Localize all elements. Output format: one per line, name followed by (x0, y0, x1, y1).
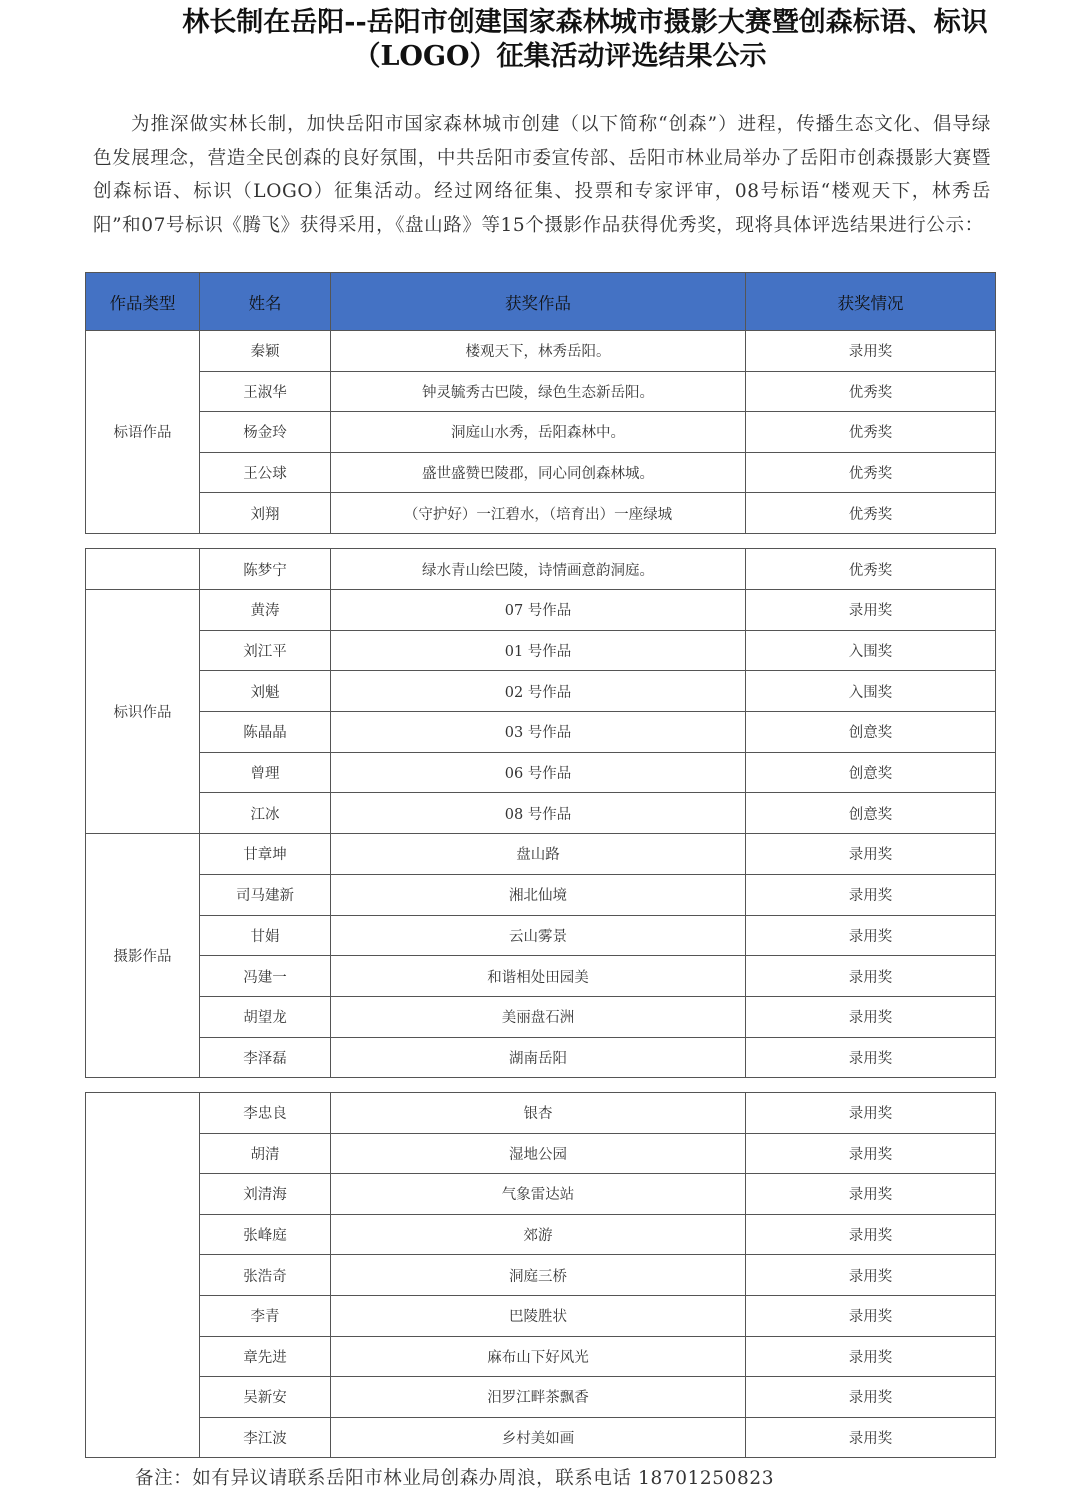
table-row (86, 371, 996, 412)
winner-name: 秦颖 (200, 331, 331, 372)
table-row (86, 834, 996, 875)
table-row (86, 1093, 996, 1134)
winning-work: 楼观天下，林秀岳阳。 (331, 331, 746, 372)
page-title-line1: 林长制在岳阳--岳阳市创建国家森林城市摄影大赛暨创森标语、标识 (182, 7, 988, 38)
winner-name: 甘娟 (200, 915, 331, 956)
winner-name: 李江波 (200, 1417, 331, 1458)
winner-name: 陈晶晶 (200, 712, 331, 753)
award-level: 优秀奖 (746, 371, 996, 412)
award-level: 录用奖 (746, 1295, 996, 1336)
table-row (86, 1295, 996, 1336)
winner-name: 李泽磊 (200, 1037, 331, 1078)
winning-work: 02 号作品 (331, 671, 746, 712)
winning-work: 06 号作品 (331, 752, 746, 793)
table-row (86, 590, 996, 631)
award-level: 创意奖 (746, 712, 996, 753)
table-row (86, 915, 996, 956)
winning-work: （守护好）一江碧水，（培育出）一座绿城 (331, 493, 746, 534)
winner-name: 李青 (200, 1295, 331, 1336)
award-level: 录用奖 (746, 331, 996, 372)
table-row (86, 452, 996, 493)
table-row (86, 874, 996, 915)
results-table-photos-continued (85, 1092, 996, 1458)
winning-work: 气象雷达站 (331, 1174, 746, 1215)
table-row (86, 712, 996, 753)
winning-work: 洞庭三桥 (331, 1255, 746, 1296)
winner-name: 刘魁 (200, 671, 331, 712)
winner-name: 张浩奇 (200, 1255, 331, 1296)
winner-name: 刘江平 (200, 630, 331, 671)
award-level: 录用奖 (746, 834, 996, 875)
table-row (86, 493, 996, 534)
winning-work: 盛世盛赞巴陵郡，同心同创森林城。 (331, 452, 746, 493)
table-row (86, 996, 996, 1037)
award-level: 录用奖 (746, 1093, 996, 1134)
award-level: 录用奖 (746, 956, 996, 997)
winner-name: 胡望龙 (200, 996, 331, 1037)
award-level: 入围奖 (746, 671, 996, 712)
winner-name: 王淑华 (200, 371, 331, 412)
award-level: 录用奖 (746, 1214, 996, 1255)
winning-work: 美丽盘石洲 (331, 996, 746, 1037)
winner-name: 吴新安 (200, 1377, 331, 1418)
winning-work: 08 号作品 (331, 793, 746, 834)
winning-work: 03 号作品 (331, 712, 746, 753)
table-row (86, 671, 996, 712)
table-row (86, 956, 996, 997)
winning-work: 湘北仙境 (331, 874, 746, 915)
category-cell-empty (86, 1093, 200, 1458)
table-row (86, 1377, 996, 1418)
award-level: 入围奖 (746, 630, 996, 671)
page-title-line2: （LOGO）征集活动评选结果公示 (353, 41, 767, 72)
winning-work: 洞庭山水秀，岳阳森林中。 (331, 412, 746, 453)
winning-work: 巴陵胜状 (331, 1295, 746, 1336)
table-row (86, 1255, 996, 1296)
award-level: 录用奖 (746, 1174, 996, 1215)
table-row (86, 331, 996, 372)
winner-name: 司马建新 (200, 874, 331, 915)
winning-work: 湖南岳阳 (331, 1037, 746, 1078)
award-level: 优秀奖 (746, 493, 996, 534)
award-level: 录用奖 (746, 915, 996, 956)
award-level: 录用奖 (746, 1377, 996, 1418)
table-row (86, 1417, 996, 1458)
winner-name: 胡清 (200, 1133, 331, 1174)
award-level: 录用奖 (746, 1255, 996, 1296)
table-row (86, 1336, 996, 1377)
header-work: 获奖作品 (331, 273, 746, 331)
category-slogans: 标语作品 (86, 331, 200, 534)
results-table-slogans (85, 272, 996, 534)
table-row (86, 793, 996, 834)
winner-name: 李忠良 (200, 1093, 331, 1134)
winner-name: 张峰庭 (200, 1214, 331, 1255)
table-header-row (86, 273, 996, 331)
category-photos: 摄影作品 (86, 834, 200, 1078)
award-level: 录用奖 (746, 1417, 996, 1458)
award-level: 优秀奖 (746, 549, 996, 590)
winning-work: 07 号作品 (331, 590, 746, 631)
winning-work: 云山雾景 (331, 915, 746, 956)
award-level: 录用奖 (746, 1037, 996, 1078)
winner-name: 王公球 (200, 452, 331, 493)
winner-name: 刘翔 (200, 493, 331, 534)
winner-name: 刘清海 (200, 1174, 331, 1215)
winner-name: 杨金玲 (200, 412, 331, 453)
award-level: 录用奖 (746, 996, 996, 1037)
winning-work: 01 号作品 (331, 630, 746, 671)
header-category: 作品类型 (86, 273, 200, 331)
award-level: 录用奖 (746, 590, 996, 631)
award-level: 优秀奖 (746, 452, 996, 493)
award-level: 录用奖 (746, 1336, 996, 1377)
table-row (86, 752, 996, 793)
winner-name: 江冰 (200, 793, 331, 834)
table-row (86, 549, 996, 590)
winner-name: 曾理 (200, 752, 331, 793)
table-row (86, 1037, 996, 1078)
winning-work: 银杏 (331, 1093, 746, 1134)
winning-work: 乡村美如画 (331, 1417, 746, 1458)
table-row (86, 1174, 996, 1215)
table-row (86, 412, 996, 453)
award-level: 创意奖 (746, 752, 996, 793)
table-row (86, 630, 996, 671)
category-logos: 标识作品 (86, 590, 200, 834)
contact-note: 备注：如有异议请联系岳阳市林业局创森办周浪，联系电话 18701250823 (135, 1468, 775, 1489)
winner-name: 甘章坤 (200, 834, 331, 875)
winning-work: 钟灵毓秀古巴陵，绿色生态新岳阳。 (331, 371, 746, 412)
header-award: 获奖情况 (746, 273, 996, 331)
winning-work: 湿地公园 (331, 1133, 746, 1174)
winning-work: 和谐相处田园美 (331, 956, 746, 997)
award-level: 录用奖 (746, 874, 996, 915)
award-level: 优秀奖 (746, 412, 996, 453)
table-row (86, 1133, 996, 1174)
winner-name: 黄涛 (200, 590, 331, 631)
winning-work: 郊游 (331, 1214, 746, 1255)
winning-work: 绿水青山绘巴陵，诗情画意韵洞庭。 (331, 549, 746, 590)
winning-work: 盘山路 (331, 834, 746, 875)
intro-paragraph: 为推深做实林长制，加快岳阳市国家森林城市创建（以下简称“创森”）进程，传播生态文化、倡导绿色发展理念，营造全民创森的良好氛围，中共岳阳市委宣传部、岳阳市林业局举办了岳阳市创森摄影大赛暨创森标语、标识（LOGO）征集活动。经过网络征集、投票和专家评审，08号标语“楼观天下，林秀岳阳”和07号标识《腾飞》获得采用，《盘山路》等15个摄影作品获得优秀奖，现将具体评选结果进行公示： (93, 114, 991, 236)
category-cell-empty (86, 549, 200, 590)
winning-work: 汨罗江畔茶飘香 (331, 1377, 746, 1418)
winning-work: 麻布山下好风光 (331, 1336, 746, 1377)
award-level: 录用奖 (746, 1133, 996, 1174)
results-table-logos-photos (85, 548, 996, 1078)
winner-name: 章先进 (200, 1336, 331, 1377)
winner-name: 陈梦宁 (200, 549, 331, 590)
table-row (86, 1214, 996, 1255)
winner-name: 冯建一 (200, 956, 331, 997)
header-name: 姓名 (200, 273, 331, 331)
award-level: 创意奖 (746, 793, 996, 834)
